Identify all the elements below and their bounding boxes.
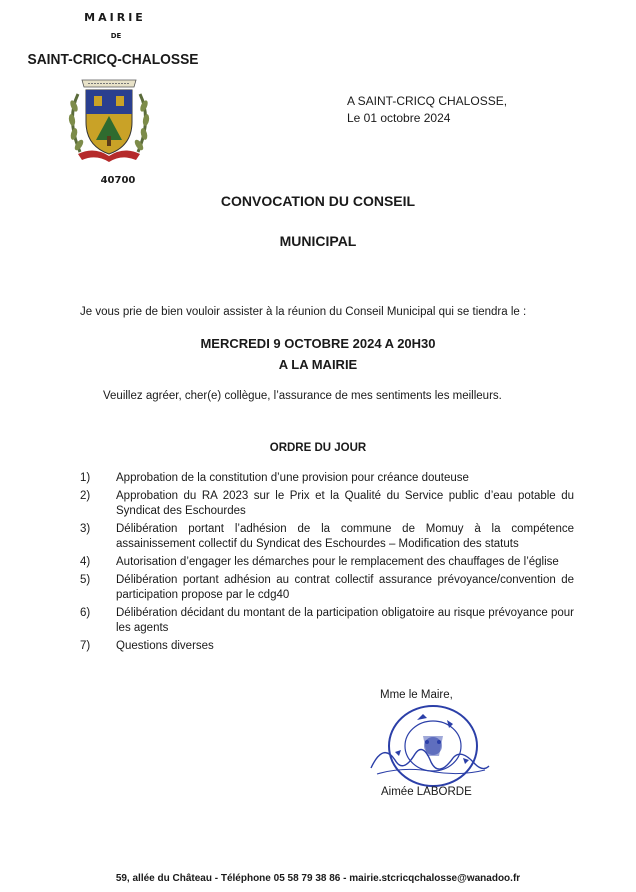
agenda-item [80,639,574,654]
agenda-item-number: 3) [80,523,91,535]
signature-title: Mme le Maire, [380,689,453,701]
header-town-name: SAINT-CRICQ-CHALOSSE [27,51,199,68]
meeting-date: MERCREDI 9 OCTOBRE 2024 A 20H30 [200,336,436,351]
agenda-item-text: Approbation du RA 2023 sur le Prix et la Qualité du Service public d’eau potable du Syndicat des Eschourdes [116,490,574,517]
coat-of-arms-logo [64,74,154,162]
meeting-location: A LA MAIRIE [278,357,358,372]
agenda-item-number: 2) [80,490,91,502]
agenda-item-text: Délibération portant l’adhésion de la commune de Momuy à la compétence assainissement collectif du Syndicat des Eschourdes – Modification des statuts [116,523,574,550]
mairie-stamp-seal [365,702,493,798]
date-line: Le 01 octobre 2024 [347,111,451,125]
intro-paragraph: Je vous prie de bien vouloir assister à la réunion du Conseil Municipal qui se tiendra le : [80,306,527,318]
agenda-item-number: 1) [80,472,91,484]
agenda-item [80,606,574,636]
footer-contact: 59, allée du Château - Téléphone 05 58 79 38 86 - mairie.stcricqchalosse@wanadoo.fr [115,873,521,884]
signature-name: Aimée LABORDE [381,786,472,798]
agenda-item-number: 7) [80,640,91,652]
agenda-item [80,471,574,486]
agenda-item-text: Questions diverses [116,640,214,652]
agenda-item [80,573,574,603]
agenda-item-text: Délibération portant adhésion au contrat collectif assurance prévoyance/convention de participation propose par le cdg40 [116,574,574,601]
document-title-line-2: MUNICIPAL [279,233,357,249]
agenda-item-number: 4) [80,556,91,568]
agenda-item [80,489,574,519]
agenda-item-text: Délibération décidant du montant de la participation obligatoire au risque prévoyance pour les agents [116,607,574,634]
header-postal-code: 40700 [100,175,136,186]
place-line: A SAINT-CRICQ CHALOSSE, [347,94,508,108]
place-and-date [347,93,507,127]
closing-paragraph: Veuillez agréer, cher(e) collègue, l’assurance de mes sentiments les meilleurs. [103,390,502,402]
agenda-item-number: 6) [80,607,91,619]
agenda-item-text: Autorisation d’engager les démarches pour le remplacement des chauffages de l’église [116,556,559,568]
agenda-item-text: Approbation de la constitution d’une provision pour créance douteuse [116,472,469,484]
agenda-list [80,471,574,657]
agenda-item-number: 5) [80,574,91,586]
agenda-heading: ORDRE DU JOUR [269,442,367,454]
agenda-item [80,555,574,570]
header-de: DE [110,32,122,40]
document-title-line-1: CONVOCATION DU CONSEIL [220,193,416,209]
header-mairie: MAIRIE [84,11,146,24]
agenda-item [80,522,574,552]
